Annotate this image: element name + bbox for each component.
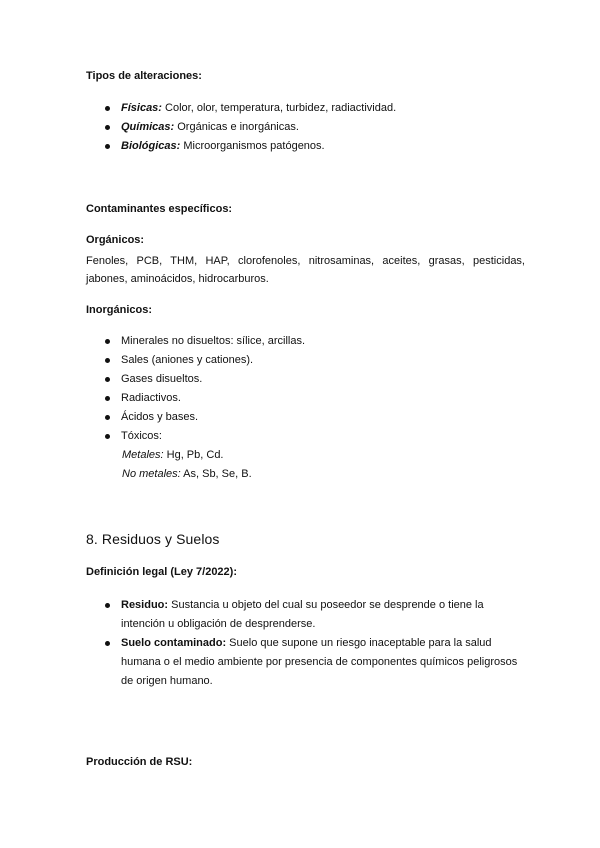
list-item: Sales (aniones y cationes). [104,351,305,370]
list-item: Físicas: Color, olor, temperatura, turbidez, radiactividad. [104,99,396,118]
list-item: Residuo: Sustancia u objeto del cual su poseedor se desprende o tiene la intención u obligación de desprenderse. [104,596,524,634]
list-item: Ácidos y bases. [104,408,305,427]
list-item: Suelo contaminado: Suelo que supone un riesgo inaceptable para la salud humana o el medio ambiente por presencia de componentes químicos peligrosos de origen humano. [104,634,524,691]
list-item: Biológicas: Microorganismos patógenos. [104,137,396,156]
definicion-heading: Definición legal (Ley 7/2022): [86,566,237,578]
alteraciones-list [104,99,396,156]
list-item: Minerales no disueltos: sílice, arcillas. [104,332,305,351]
section-title: 8. Residuos y Suelos [86,531,220,547]
contaminantes-heading: Contaminantes específicos: [86,203,233,215]
definicion-list [104,596,524,691]
list-item: Gases disueltos. [104,370,305,389]
list-item: Tóxicos: [104,427,305,446]
list-item: Radiactivos. [104,389,305,408]
alteraciones-heading: Tipos de alteraciones: [86,70,202,82]
toxicos-metales: Metales: Hg, Pb, Cd. [122,449,224,461]
produccion-heading: Producción de RSU: [86,756,193,768]
inorganicos-heading: Inorgánicos: [86,304,153,316]
organicos-paragraph: Fenoles, PCB, THM, HAP, clorofenoles, nitrosaminas, aceites, grasas, pesticidas, jabones, aminoácidos, hidrocarburos. [86,255,525,285]
inorganicos-list [104,332,305,446]
organicos-heading: Orgánicos: [86,234,145,246]
list-item: Químicas: Orgánicas e inorgánicas. [104,118,396,137]
toxicos-no-metales: No metales: As, Sb, Se, B. [122,468,252,480]
